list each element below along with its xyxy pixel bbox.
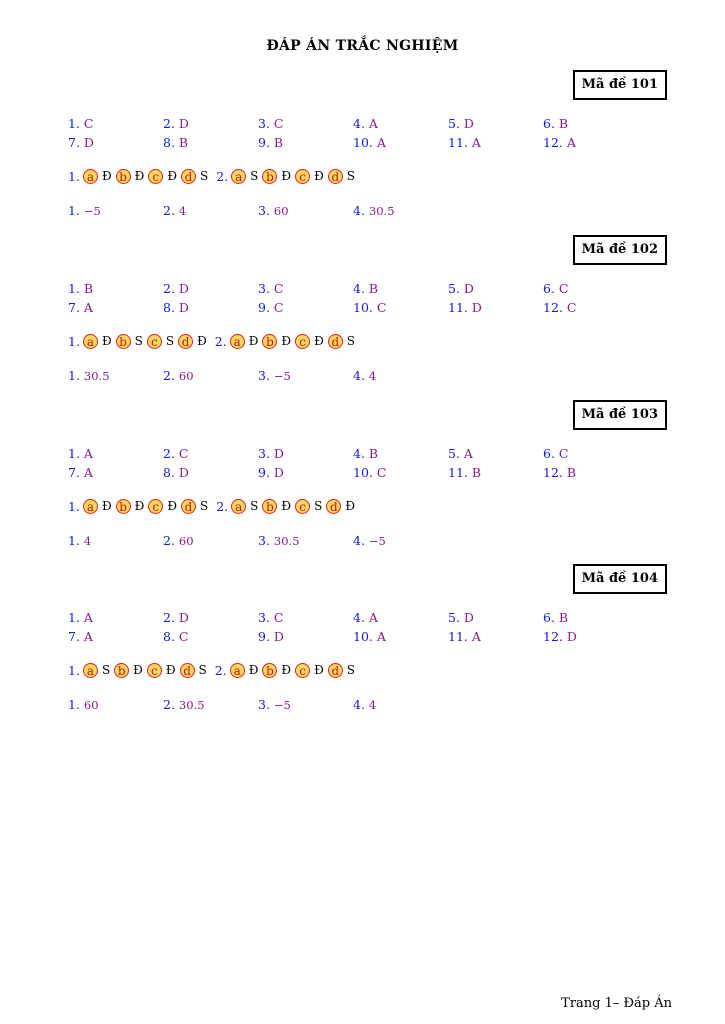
tf-question-number: 2. <box>214 662 227 678</box>
answer-letter: C <box>178 446 189 461</box>
short-answer-value: −5 <box>368 534 386 548</box>
question-number: 2. <box>163 446 175 461</box>
answer-letter: C <box>376 300 387 315</box>
option-circle-d: d <box>328 169 343 184</box>
mc-answer-item <box>163 463 258 482</box>
tf-value: Đ <box>281 334 292 348</box>
page-title: ĐÁP ÁN TRẮC NGHIỆM <box>266 38 459 54</box>
answer-letter: B <box>273 135 284 150</box>
question-number: 2. <box>163 533 175 548</box>
option-circle-c: c <box>148 169 163 184</box>
question-number: 1. <box>68 116 80 131</box>
mc-answer-item <box>68 133 163 152</box>
exam-code-box: Mã đề 102 <box>573 235 667 265</box>
mc-answer-item <box>353 608 448 627</box>
short-answers <box>68 367 448 385</box>
answer-letter: A <box>471 135 481 150</box>
answer-letter: A <box>83 610 93 625</box>
tf-value: Đ <box>101 334 112 348</box>
mc-answer-item <box>448 298 543 317</box>
answer-letter: D <box>463 610 474 625</box>
short-answer-value: −5 <box>83 204 101 218</box>
short-answer-value: −5 <box>273 698 291 712</box>
question-number: 4. <box>353 281 365 296</box>
true-false-answers <box>68 496 358 516</box>
question-number: 12. <box>543 629 563 644</box>
answer-letter: B <box>471 465 482 480</box>
option-circle-d: d <box>181 169 196 184</box>
answer-letter: D <box>463 281 474 296</box>
mc-answer-item <box>543 444 638 463</box>
short-answer-item <box>68 367 163 385</box>
question-number: 3. <box>258 281 270 296</box>
short-answer-item <box>258 696 353 714</box>
tf-value: Đ <box>165 663 176 677</box>
mc-answer-item <box>258 133 353 152</box>
question-number: 2. <box>163 203 175 218</box>
tf-value: S <box>346 169 356 183</box>
short-answer-value: 4 <box>368 369 377 383</box>
option-circle-a: a <box>83 334 98 349</box>
short-answer-value: 30.5 <box>178 698 205 712</box>
option-circle-b: b <box>262 169 277 184</box>
mc-answer-item <box>448 133 543 152</box>
mc-row <box>68 608 638 627</box>
tf-value: S <box>101 663 111 677</box>
multiple-choice-answers <box>68 608 638 646</box>
question-number: 2. <box>163 281 175 296</box>
question-number: 9. <box>258 135 270 150</box>
mc-answer-item <box>448 279 543 298</box>
tf-value: Đ <box>167 499 177 513</box>
exam-code-box: Mã đề 103 <box>573 400 667 430</box>
mc-answer-item <box>543 298 638 317</box>
question-number: 6. <box>543 281 555 296</box>
tf-value: S <box>346 663 356 677</box>
true-false-answers <box>68 166 358 186</box>
short-answer-item <box>68 696 163 714</box>
option-circle-c: c <box>148 499 163 514</box>
multiple-choice-answers <box>68 114 638 152</box>
option-circle-d: d <box>178 334 193 349</box>
answer-letter: C <box>273 610 284 625</box>
answer-letter: A <box>376 629 386 644</box>
answer-letter: D <box>83 135 94 150</box>
exam-code-box: Mã đề 101 <box>573 70 667 100</box>
mc-answer-item <box>353 627 448 646</box>
tf-value: S <box>250 499 259 513</box>
mc-row <box>68 298 638 317</box>
mc-answer-item <box>258 444 353 463</box>
answer-letter: A <box>83 629 93 644</box>
answer-letter: D <box>178 300 189 315</box>
mc-answer-item <box>258 608 353 627</box>
tf-value: Đ <box>248 663 259 677</box>
question-number: 5. <box>448 116 460 131</box>
answer-letter: A <box>463 446 473 461</box>
mc-row <box>68 279 638 298</box>
short-answer-item <box>68 532 163 550</box>
tf-value: Đ <box>101 169 112 183</box>
mc-answer-item <box>543 133 638 152</box>
question-number: 6. <box>543 116 555 131</box>
answer-letter: B <box>368 281 379 296</box>
short-answer-value: 30.5 <box>368 204 395 218</box>
short-answer-item <box>163 202 258 220</box>
short-answer-item <box>258 202 353 220</box>
short-answer-value: 60 <box>178 534 194 548</box>
answer-letter: A <box>368 610 378 625</box>
question-number: 5. <box>448 610 460 625</box>
mc-answer-item <box>543 608 638 627</box>
answer-letter: B <box>83 281 94 296</box>
tf-question-number: 1. <box>68 168 80 184</box>
mc-row <box>68 627 638 646</box>
answer-letter: D <box>463 116 474 131</box>
tf-value: Đ <box>345 499 356 513</box>
option-circle-b: b <box>116 334 131 349</box>
question-number: 11. <box>448 300 468 315</box>
answer-letter: D <box>178 281 189 296</box>
question-number: 5. <box>448 281 460 296</box>
question-number: 2. <box>163 610 175 625</box>
mc-answer-item <box>258 463 353 482</box>
short-answer-value: 60 <box>83 698 99 712</box>
exam-section <box>0 235 725 395</box>
question-number: 4. <box>353 610 365 625</box>
mc-answer-item <box>68 298 163 317</box>
tf-question-number: 1. <box>68 662 80 678</box>
option-circle-b: b <box>262 499 277 514</box>
mc-answer-item <box>68 627 163 646</box>
mc-answer-item <box>353 463 448 482</box>
question-number: 3. <box>258 533 270 548</box>
option-circle-c: c <box>295 499 310 514</box>
answer-letter: D <box>273 446 284 461</box>
exam-section <box>0 70 725 230</box>
option-circle-a: a <box>230 334 245 349</box>
short-answer-value: 60 <box>178 369 194 383</box>
mc-answer-item <box>543 114 638 133</box>
short-answer-value: 30.5 <box>273 534 300 548</box>
short-answer-value: −5 <box>273 369 291 383</box>
question-number: 7. <box>68 135 80 150</box>
tf-question-number: 2. <box>216 168 229 184</box>
question-number: 2. <box>163 697 175 712</box>
tf-value: Đ <box>134 169 145 183</box>
tf-value: Đ <box>248 334 259 348</box>
short-answer-item <box>68 202 163 220</box>
question-number: 6. <box>543 610 555 625</box>
tf-value: Đ <box>314 169 324 183</box>
question-number: 6. <box>543 446 555 461</box>
short-answer-item <box>163 367 258 385</box>
question-number: 3. <box>258 697 270 712</box>
answer-letter: A <box>83 446 93 461</box>
tf-value: S <box>314 499 323 513</box>
question-number: 12. <box>543 300 563 315</box>
mc-answer-item <box>448 627 543 646</box>
question-number: 3. <box>258 116 270 131</box>
question-number: 3. <box>258 368 270 383</box>
mc-answer-item <box>448 114 543 133</box>
exam-section <box>0 400 725 560</box>
answer-letter: C <box>376 465 387 480</box>
answer-letter: D <box>273 629 284 644</box>
mc-answer-item <box>353 114 448 133</box>
answer-letter: A <box>368 116 378 131</box>
tf-value: S <box>165 334 175 348</box>
mc-answer-item <box>68 463 163 482</box>
question-number: 1. <box>68 610 80 625</box>
short-answer-item <box>258 367 353 385</box>
answer-letter: D <box>566 629 577 644</box>
tf-value: S <box>200 169 209 183</box>
mc-answer-item <box>353 298 448 317</box>
question-number: 9. <box>258 465 270 480</box>
question-number: 10. <box>353 629 373 644</box>
mc-answer-item <box>163 627 258 646</box>
mc-answer-item <box>543 279 638 298</box>
tf-value: Đ <box>197 334 207 348</box>
mc-row <box>68 114 638 133</box>
mc-answer-item <box>353 279 448 298</box>
tf-value: Đ <box>281 663 292 677</box>
option-circle-a: a <box>83 663 98 678</box>
question-number: 1. <box>68 697 80 712</box>
question-number: 4. <box>353 368 365 383</box>
answer-letter: B <box>178 135 189 150</box>
answer-letter: B <box>558 610 569 625</box>
tf-value: Đ <box>314 663 324 677</box>
tf-value: Đ <box>281 499 292 513</box>
answer-letter: A <box>471 629 481 644</box>
question-number: 4. <box>353 116 365 131</box>
mc-answer-item <box>448 444 543 463</box>
short-answers <box>68 202 448 220</box>
question-number: 7. <box>68 300 80 315</box>
answer-letter: C <box>566 300 577 315</box>
question-number: 11. <box>448 465 468 480</box>
option-circle-d: d <box>180 663 195 678</box>
short-answer-value: 30.5 <box>83 369 110 383</box>
tf-value: Đ <box>281 169 292 183</box>
tf-value: S <box>346 334 356 348</box>
tf-value: Đ <box>134 499 145 513</box>
short-answer-item <box>163 532 258 550</box>
question-number: 5. <box>448 446 460 461</box>
option-circle-a: a <box>83 499 98 514</box>
mc-answer-item <box>543 463 638 482</box>
question-number: 8. <box>163 135 175 150</box>
question-number: 10. <box>353 135 373 150</box>
question-number: 10. <box>353 300 373 315</box>
tf-question-number: 1. <box>68 333 80 349</box>
option-circle-a: a <box>231 169 246 184</box>
mc-answer-item <box>163 279 258 298</box>
answer-letter: B <box>558 116 569 131</box>
mc-answer-item <box>163 444 258 463</box>
question-number: 1. <box>68 281 80 296</box>
multiple-choice-answers <box>68 279 638 317</box>
exam-section <box>0 564 725 724</box>
page-footer: Trang 1– Đáp Án <box>561 996 672 1011</box>
question-number: 4. <box>353 203 365 218</box>
answer-letter: C <box>273 116 284 131</box>
short-answer-item <box>353 202 448 220</box>
multiple-choice-answers <box>68 444 638 482</box>
question-number: 2. <box>163 368 175 383</box>
tf-value: S <box>134 334 143 348</box>
question-number: 8. <box>163 300 175 315</box>
tf-value: S <box>200 499 209 513</box>
answer-letter: D <box>178 465 189 480</box>
answer-letter: A <box>376 135 386 150</box>
option-circle-b: b <box>116 499 131 514</box>
answer-letter: D <box>273 465 284 480</box>
question-number: 2. <box>163 116 175 131</box>
true-false-answers <box>68 331 358 351</box>
option-circle-c: c <box>295 334 310 349</box>
mc-answer-item <box>163 114 258 133</box>
mc-answer-item <box>68 114 163 133</box>
true-false-answers <box>68 660 358 680</box>
option-circle-c: c <box>147 334 162 349</box>
mc-answer-item <box>353 133 448 152</box>
question-number: 1. <box>68 203 80 218</box>
mc-answer-item <box>68 608 163 627</box>
question-number: 11. <box>448 629 468 644</box>
mc-answer-item <box>448 463 543 482</box>
question-number: 8. <box>163 629 175 644</box>
mc-answer-item <box>163 608 258 627</box>
tf-question-number: 2. <box>216 498 229 514</box>
mc-answer-item <box>258 627 353 646</box>
short-answer-item <box>258 532 353 550</box>
mc-answer-item <box>163 133 258 152</box>
tf-value: Đ <box>314 334 324 348</box>
tf-value: S <box>198 663 207 677</box>
short-answer-value: 4 <box>83 534 92 548</box>
question-number: 7. <box>68 629 80 644</box>
short-answer-value: 60 <box>273 204 289 218</box>
question-number: 9. <box>258 629 270 644</box>
answer-letter: D <box>178 610 189 625</box>
answer-letter: D <box>471 300 482 315</box>
option-circle-c: c <box>295 663 310 678</box>
option-circle-b: b <box>116 169 131 184</box>
question-number: 12. <box>543 135 563 150</box>
short-answer-value: 4 <box>178 204 187 218</box>
mc-answer-item <box>448 608 543 627</box>
answer-letter: C <box>558 446 569 461</box>
option-circle-b: b <box>114 663 129 678</box>
mc-row <box>68 463 638 482</box>
question-number: 7. <box>68 465 80 480</box>
short-answer-value: 4 <box>368 698 377 712</box>
option-circle-b: b <box>262 334 277 349</box>
mc-row <box>68 133 638 152</box>
question-number: 1. <box>68 446 80 461</box>
question-number: 9. <box>258 300 270 315</box>
question-number: 4. <box>353 697 365 712</box>
answer-letter: A <box>566 135 576 150</box>
question-number: 1. <box>68 533 80 548</box>
answer-letter: B <box>368 446 379 461</box>
tf-value: Đ <box>101 499 112 513</box>
tf-value: Đ <box>167 169 177 183</box>
answer-letter: C <box>273 281 284 296</box>
tf-question-number: 1. <box>68 498 80 514</box>
short-answers <box>68 696 448 714</box>
answer-letter: C <box>273 300 284 315</box>
option-circle-d: d <box>328 334 343 349</box>
short-answer-item <box>353 532 448 550</box>
option-circle-d: d <box>326 499 341 514</box>
mc-answer-item <box>258 279 353 298</box>
question-number: 4. <box>353 533 365 548</box>
exam-code-box: Mã đề 104 <box>573 564 667 594</box>
option-circle-b: b <box>262 663 277 678</box>
mc-answer-item <box>258 298 353 317</box>
short-answer-item <box>353 367 448 385</box>
question-number: 3. <box>258 610 270 625</box>
mc-answer-item <box>163 298 258 317</box>
option-circle-a: a <box>231 499 246 514</box>
mc-answer-item <box>258 114 353 133</box>
question-number: 1. <box>68 368 80 383</box>
question-number: 4. <box>353 446 365 461</box>
option-circle-c: c <box>147 663 162 678</box>
answer-letter: A <box>83 465 93 480</box>
option-circle-a: a <box>83 169 98 184</box>
question-number: 12. <box>543 465 563 480</box>
short-answer-item <box>163 696 258 714</box>
tf-value: S <box>250 169 259 183</box>
mc-row <box>68 444 638 463</box>
mc-answer-item <box>353 444 448 463</box>
short-answer-item <box>353 696 448 714</box>
mc-answer-item <box>68 279 163 298</box>
answer-letter: C <box>178 629 189 644</box>
option-circle-c: c <box>295 169 310 184</box>
mc-answer-item <box>68 444 163 463</box>
tf-value: Đ <box>133 663 143 677</box>
question-number: 8. <box>163 465 175 480</box>
question-number: 10. <box>353 465 373 480</box>
question-number: 3. <box>258 446 270 461</box>
short-answers <box>68 532 448 550</box>
option-circle-a: a <box>230 663 245 678</box>
tf-question-number: 2. <box>214 333 227 349</box>
option-circle-d: d <box>181 499 196 514</box>
answer-letter: D <box>178 116 189 131</box>
answer-letter: C <box>83 116 94 131</box>
mc-answer-item <box>543 627 638 646</box>
answer-letter: C <box>558 281 569 296</box>
option-circle-d: d <box>328 663 343 678</box>
answer-letter: A <box>83 300 93 315</box>
answer-letter: B <box>566 465 577 480</box>
question-number: 11. <box>448 135 468 150</box>
question-number: 3. <box>258 203 270 218</box>
